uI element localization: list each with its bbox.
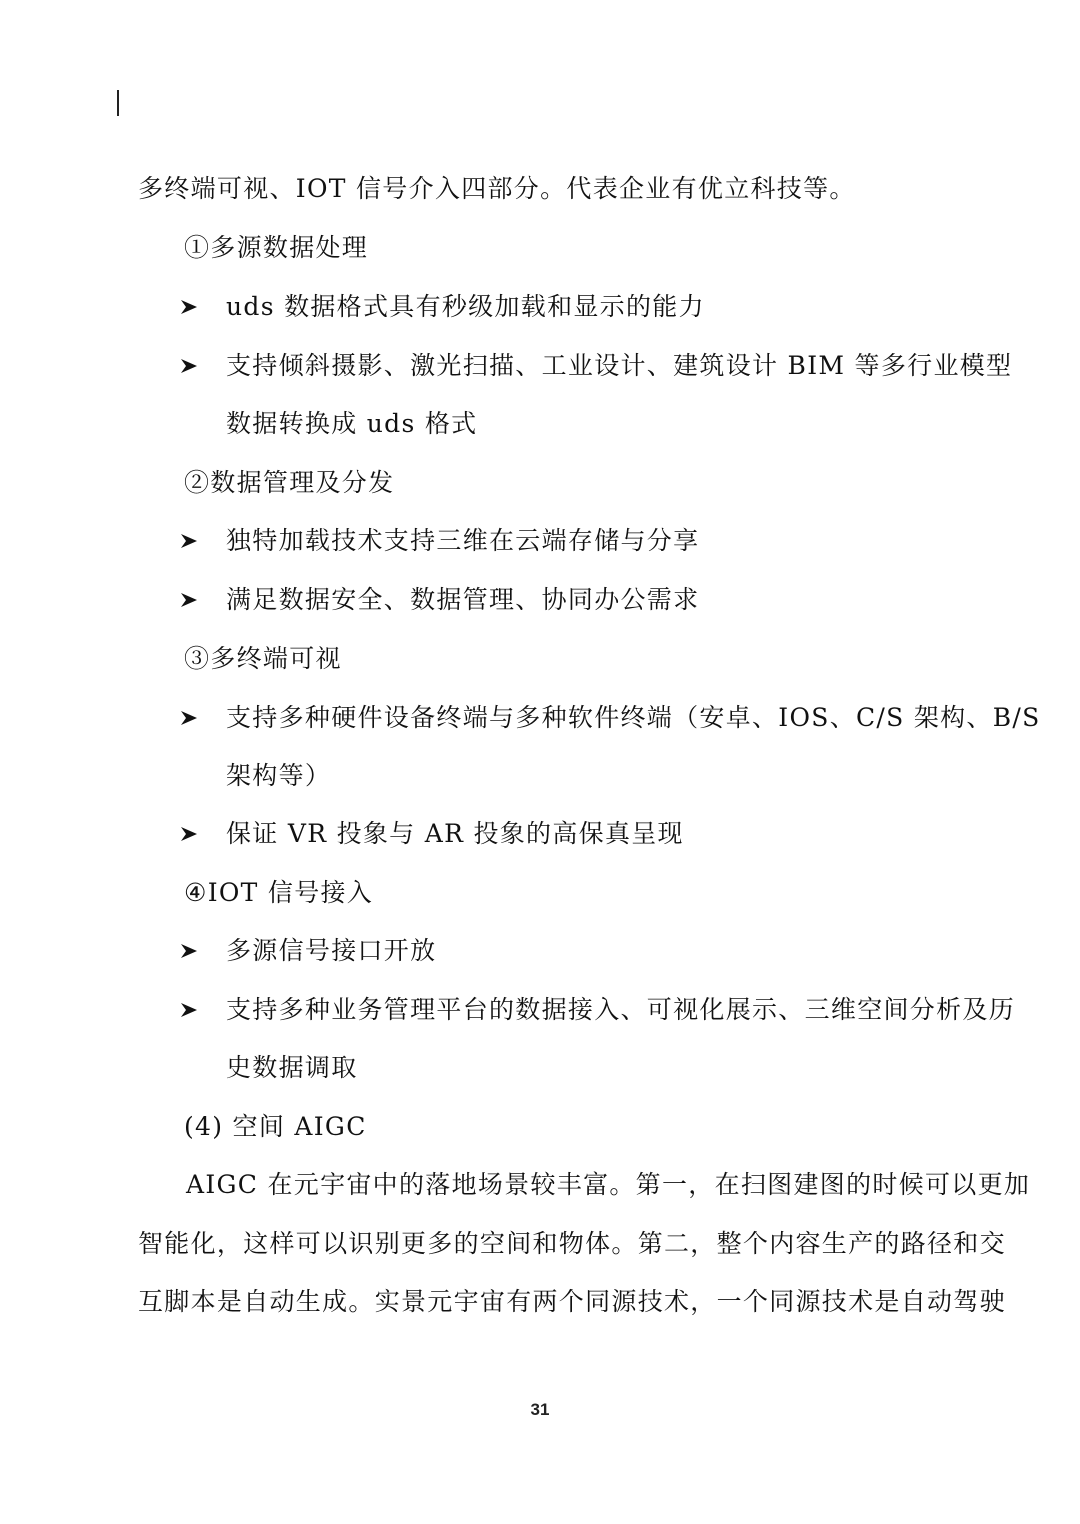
bullet-continuation: 架构等）: [226, 761, 332, 790]
bullet-text: 支持多种业务管理平台的数据接入、可视化展示、三维空间分析及历: [226, 995, 1016, 1024]
heading-iot-signal: ④IOT 信号接入: [184, 878, 374, 907]
bullet-text: 保证 VR 投象与 AR 投象的高保真呈现: [226, 819, 684, 848]
heading-data-management: ②数据管理及分发: [184, 468, 395, 497]
arrowhead-bullet-icon: [180, 826, 198, 842]
arrowhead-bullet-icon: [180, 710, 198, 726]
bullet-text: 支持多种硬件设备终端与多种软件终端（安卓、IOS、C/S 架构、B/S: [226, 703, 1041, 732]
arrowhead-bullet-icon: [180, 592, 198, 608]
arrowhead-bullet-icon: [180, 533, 198, 549]
page-number: 31: [530, 1400, 550, 1419]
bullet-continuation: 数据转换成 uds 格式: [226, 409, 478, 438]
paragraph-line-1: AIGC 在元宇宙中的落地场景较丰富。第一，在扫图建图的时候可以更加: [186, 1170, 1031, 1199]
arrowhead-bullet-icon: [180, 943, 198, 959]
paragraph-line-2: 智能化，这样可以识别更多的空间和物体。第二，整个内容生产的路径和交: [138, 1229, 1006, 1258]
arrowhead-bullet-icon: [180, 299, 198, 315]
text-cursor-mark: [117, 90, 119, 116]
bullet-text: 支持倾斜摄影、激光扫描、工业设计、建筑设计 BIM 等多行业模型: [226, 351, 1013, 380]
bullet-text: 多源信号接口开放: [226, 936, 437, 965]
heading-multi-source-data: ①多源数据处理: [184, 233, 369, 262]
arrowhead-bullet-icon: [180, 1002, 198, 1018]
bullet-text: 满足数据安全、数据管理、协同办公需求: [226, 585, 700, 614]
bullet-continuation: 史数据调取: [226, 1053, 358, 1082]
paragraph-line-3: 互脚本是自动生成。实景元宇宙有两个同源技术，一个同源技术是自动驾驶: [138, 1287, 1006, 1316]
intro-line: 多终端可视、IOT 信号介入四部分。代表企业有优立科技等。: [138, 174, 856, 203]
bullet-text: 独特加载技术支持三维在云端存储与分享: [226, 526, 700, 555]
heading-spatial-aigc: (4) 空间 AIGC: [184, 1112, 367, 1141]
arrowhead-bullet-icon: [180, 358, 198, 374]
heading-multi-terminal: ③多终端可视: [184, 644, 342, 673]
bullet-text: uds 数据格式具有秒级加载和显示的能力: [226, 292, 705, 321]
